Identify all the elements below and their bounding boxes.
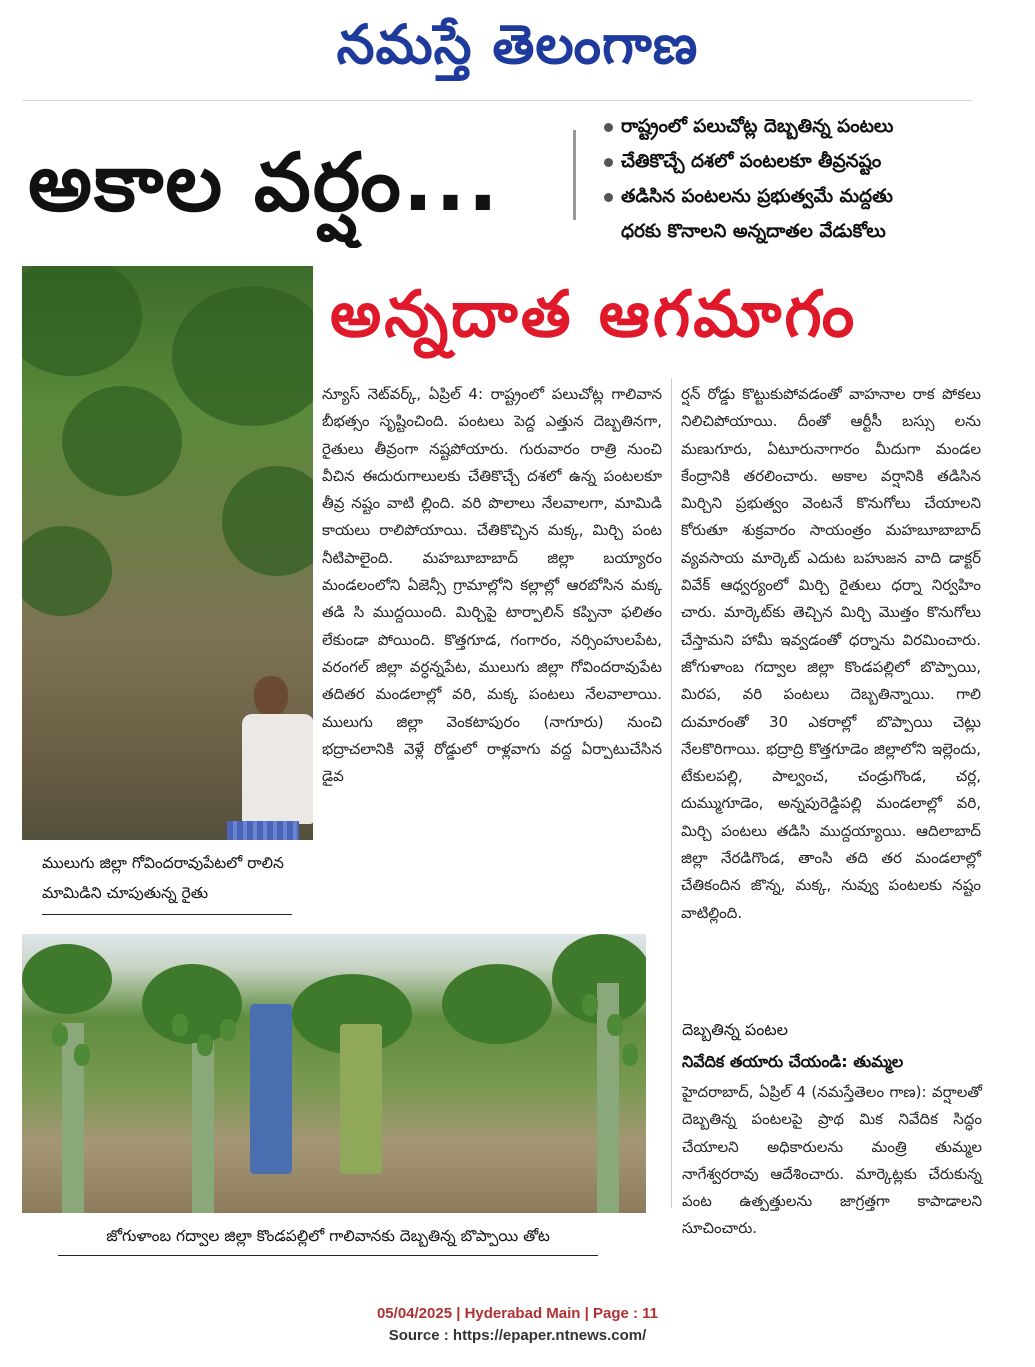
- papaya-orchard-photo: [22, 934, 646, 1213]
- sub-headline: [682, 1014, 982, 1078]
- bullet-text: తడిసిన పంటలను ప్రభుత్వమే మద్దతు: [621, 186, 893, 207]
- bullet-dot-icon: [604, 123, 613, 132]
- sub-headline-line-1: దెబ్బతిన్న పంటల: [682, 1020, 788, 1039]
- photo2-caption: జోగుళాంబ గద్వాల జిల్లా కొండపల్లిలో గాలివానకు దెబ్బతిన్న బొప్పాయి తోట: [58, 1221, 598, 1256]
- woman-figure: [340, 1024, 382, 1174]
- article-column-1: న్యూస్ నెట్‌వర్క్, ఏప్రిల్ 4: రాష్ట్రంలో పలుచోట్ల గాలివాన బీభత్సం సృష్టించింది. పంటలు పెద్ద ఎత్తున దెబ్బతినగా, రైతులు తీవ్రంగా నష్టపోయారు. గురువారం రాత్రి నుంచి వీచిన ఈదురుగాలులకు చేతికొచ్చే దశలో ఉన్న పంటలకూ తీవ్ర నష్టం వాటి ల్లింది. వరి పొలాలు నేలవాలగా, మామిడి కాయలు రాలిపోయాయి. చేతికొచ్చిన మక్క, మిర్చి పంట నీటిపాలైంది. మహబూబాబాద్ జిల్లా బయ్యారం మండలంలోని ఏజెన్సీ గ్రామాల్లోని కల్లాల్లో ఆరబోసిన మక్క తడి సి ముద్దయింది. మిర్చిపై టార్పాలిన్ కప్పినా ఫలితం లేకుండా పోయింది. కొత్తగూడ, గంగారం, నర్సింహులపేట, వరంగల్ జిల్లా వర్ధన్నపేట, ములుగు జిల్లా గోవిందరావుపేట తదితర మండలాల్లో వరి, మక్క పంటలు నేలవాలాయి. ములుగు జిల్లా వెంకటాపురం (నాగూరు) నుంచి భద్రాచలానికి వెళ్లే రోడ్డులో రాళ్లవాగు వద్ద ఏర్పాటుచేసిన డైవ: [322, 385, 662, 786]
- sub-headline-line-2: నివేదిక తయారు చేయండి: తుమ్మల: [682, 1052, 904, 1071]
- article-column-2: ర్షన్ రోడ్డు కొట్టుకుపోవడంతో వాహనాల రాక పోకలు నిలిచిపోయాయి. దీంతో ఆర్టీసీ బస్సు లను మణుగూరు, ఏటూరునాగారం మీదుగా మండల కేంద్రానికి తరలించారు. అకాల వర్షానికి తడిసిన మిర్చిని ప్రభుత్వం వెంటనే కొనుగోలు చేయాలని కోరుతూ శుక్రవారం సాయంత్రం మహబూబాబాద్ వ్యవసాయ మార్కెట్ ఎదుట బహుజన వాది డాక్టర్ వివేక్ ఆధ్వర్యంలో మిర్చి రైతులు ధర్నా నిర్వహిం చారు. మార్కెట్‌కు తెచ్చిన మిర్చి మొత్తం కొనుగోలు చేస్తామని హామీ ఇవ్వడంతో ధర్నాను విరమించారు. జోగుళాంబ గద్వాల జిల్లా కొండపల్లిలో బొప్పాయి, మిరప, వరి పంటలు దెబ్బతిన్నాయి. గాలి దుమారంతో 30 ఎకరాల్లో బొప్పాయి చెట్లు నేలకొరిగాయి. భద్రాద్రి కొత్తగూడెం జిల్లాలోని ఇల్లెందు, టేకులపల్లి, పాల్వంచ, చండ్రుగొండ, చర్ల, దుమ్ముగూడెం, అన్నపురెడ్డిపల్లి మండలాల్లో వరి, మిర్చి పంటలు తడిసి ముద్దయ్యాయి. ఆదిలాబాద్ జిల్లా నేరడిగొండ, తాంసి తది తర మండలాల్లో చేతికందిన జొన్న, మక్క, నువ్వు పంటలకు నష్టం వాటిల్లింది.: [681, 385, 981, 922]
- bullet-text: రాష్ట్రంలో పలుచోట్ల దెబ్బతిన్న పంటలు: [621, 116, 894, 137]
- bullet-item: [604, 116, 974, 138]
- main-headline: అన్నదాత ఆగమాగం: [330, 278, 858, 352]
- bullet-list: [604, 116, 974, 256]
- footer-edition-info: 05/04/2025 | Hyderabad Main | Page : 11: [376, 1305, 659, 1322]
- photo1-caption: ములుగు జిల్లా గోవిందరావుపేటలో రాలిన మామిడిని చూపుతున్న రైతు: [42, 848, 292, 915]
- farmer-figure: [254, 676, 288, 716]
- column-divider: [671, 378, 672, 1208]
- bullet-text: చేతికొచ్చే దశలో పంటలకూ తీవ్రనష్టం: [621, 151, 882, 172]
- top-rule: [22, 100, 973, 106]
- bullet-item: [604, 186, 974, 208]
- kicker-divider: [573, 130, 576, 220]
- masthead: నమస్తే తెలంగాణ: [336, 12, 699, 76]
- bullet-dot-icon: [604, 193, 613, 202]
- bullet-dot-icon: [604, 158, 613, 167]
- kicker-title: అకాల వర్షం...: [28, 136, 500, 229]
- bullet-item: [604, 151, 974, 173]
- bullet-item-continuation: [604, 221, 974, 243]
- bullet-text: ధరకు కొనాలని అన్నదాతల వేడుకోలు: [621, 221, 886, 242]
- man-figure: [250, 1004, 292, 1174]
- footer-source-link[interactable]: Source : https://epaper.ntnews.com/: [388, 1327, 647, 1344]
- article-column-3: హైదరాబాద్, ఏప్రిల్ 4 (నమస్తేతెలం గాణ): వర్షాలతో దెబ్బతిన్న పంటలపై ప్రాథ మిక నివేదిక సిద్ధం చేయాలని అధికారులను మంత్రి తుమ్మల నాగేశ్వరరావు ఆదేశించారు. మార్కెట్లకు చేరుకున్న పంట ఉత్పత్తులను జాగ్రత్తగా కాపాడాలని సూచించారు.: [682, 1083, 982, 1238]
- farmer-mango-photo: [22, 266, 313, 840]
